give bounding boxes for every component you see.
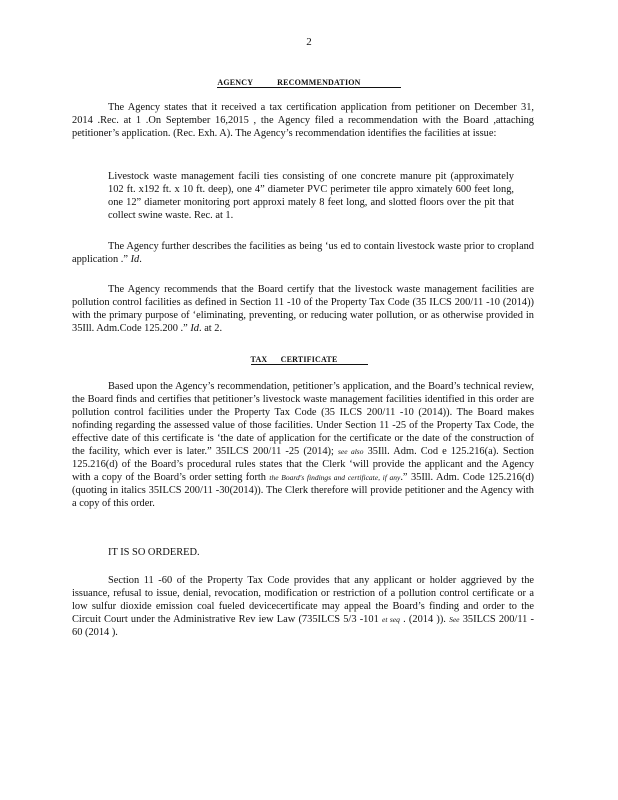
citation-id: Id <box>190 323 199 334</box>
paragraph-text-part-b: . (2014 )). <box>403 614 446 625</box>
paragraph-board-finds <box>72 380 534 510</box>
quote-text: Livestock waste management facili ties consisting of one concrete manure pit (approximately 102 ft. x192 ft. x 10 ft. deep), one 4” diameter PVC perimeter tile appro ximately 600 feet long, one 12” diameter monitoring port approxi mately 8 feet long, and slotted floors over the pit that collect swine waste. Rec. at 1. <box>108 171 514 221</box>
section-heading-text: AGENCY RECOMMENDATION <box>217 78 400 88</box>
signal-see: See <box>449 615 460 624</box>
paragraph-text <box>72 380 534 510</box>
paragraph-text-part-c: 35ILCS 200/11 - 60 (2014 ). <box>72 614 534 638</box>
section-heading-agency-recommendation <box>0 76 618 89</box>
section-heading-tax-certificate <box>0 353 618 366</box>
block-quote-facilities <box>108 170 514 222</box>
citation-id: Id <box>130 254 140 265</box>
paragraph-text-part-c: .” 35Ill. Adm. Code 125.216(d) (quoting in italics 35ILCS 200/11 -30(2014)). The Clerk therefore will provide petitioner and the Agency with a copy of this order. <box>72 472 534 509</box>
italic-quotation: the Board's findings and certificate, if any <box>269 473 401 482</box>
paragraph-text-end: . <box>139 254 142 265</box>
paragraph-text-part-a: Based upon the Agency’s recommendation, petitioner’s application, and the Board’s technical review, the Board finds and certifies that petitioner’s livestock waste management facilities identified in this order are pollution control facilities under the Property Tax Code (35 ILCS 200/11 -10 (2014)). The Board makes nofinding regarding the assessed value of those facilities. Under Section 11 -25 of the Property Tax Code, the effective date of this certificate is ‘the date of application for the certificate or the date of the construction of the facility, which ever is later.” 35ILCS 200/11 -25 (2014); <box>72 381 534 457</box>
ordered-text: IT IS SO ORDERED. <box>108 547 200 558</box>
paragraph-text-part-b: 35Ill. Adm. Cod e 125.216(a). Section 125.216(d) of the Board’s procedural rules states that the Clerk ‘will provide the applicant and the Agency with a copy of the Board’s order setting forth <box>72 446 535 483</box>
paragraph-ordered <box>72 546 534 559</box>
page-number: 2 <box>306 36 312 48</box>
paragraph-agency-describes <box>72 240 534 266</box>
paragraph-text <box>72 283 534 335</box>
paragraph-text-end: . at 2. <box>199 323 223 334</box>
paragraph-text: The Agency states that it received a tax certification application from petitioner on December 31, 2014 .Rec. at 1 .On September 16,2015 , the Agency filed a recommendation with the Board ,attaching petitioner’s application. (Rec. Exh. A). The Agency’s recommendation identifies the facilities at issue: <box>72 102 534 139</box>
paragraph-text-part-a: Section 11 -60 of the Property Tax Code provides that any applicant or holder aggrieved by the issuance, refusal to issue, denial, revocation, modification or restriction of a pollution control certificate or a low sulfur dioxide emission coal fueled devicecertificate may appeal the Board’s finding and order to the Circuit Court under the Administrative Rev iew Law (735ILCS 5/3 -101 <box>72 575 534 625</box>
paragraph-agency-received <box>72 101 534 140</box>
paragraph-agency-recommends <box>72 283 534 335</box>
signal-see-also: see also <box>338 447 364 456</box>
section-heading-text: TAX CERTIFICATE <box>251 355 368 365</box>
signal-et-seq: et seq <box>381 615 400 624</box>
paragraph-appeal <box>72 574 534 639</box>
paragraph-text <box>72 240 534 266</box>
paragraph-text <box>72 574 534 639</box>
paragraph-text-main: The Agency further describes the facilities as being ‘us ed to contain livestock waste prior to cropland application .” <box>72 241 534 265</box>
paragraph-text-main: The Agency recommends that the Board certify that the livestock waste management facilities are pollution control facilities as defined in Section 11 -10 of the Property Tax Code (35 ILCS 200/11 -10 (2014)) with the primary purpose of ‘eliminating, preventing, or reducing water pollution, or as otherwise provided in 35Ill. Adm.Code 125.200 .” <box>72 284 534 334</box>
